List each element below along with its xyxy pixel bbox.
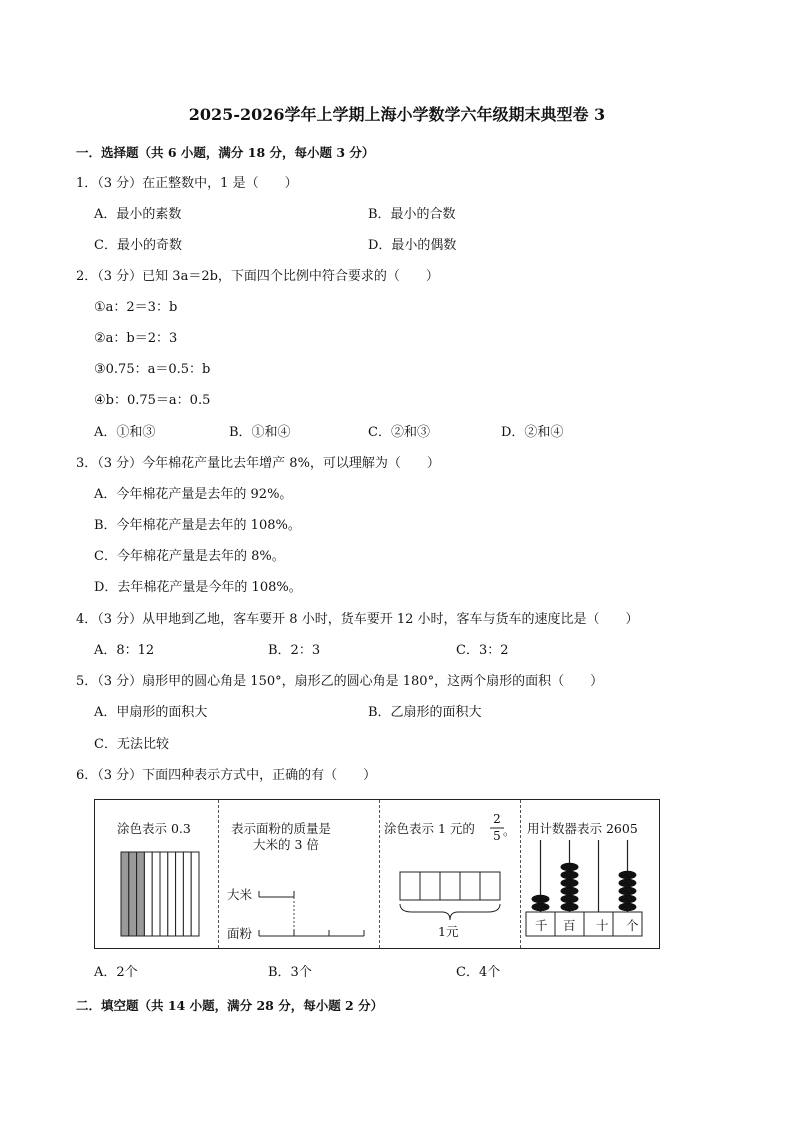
abacus-bead xyxy=(561,879,579,887)
q3-option-c[interactable]: C．今年棉花产量是去年的 8%。 xyxy=(94,549,285,564)
q4-option-c[interactable]: C．3：2 xyxy=(456,643,509,658)
place-label-thousands: 千 xyxy=(535,918,548,933)
bar-cell xyxy=(480,872,500,900)
q6-option-c[interactable]: C．4个 xyxy=(456,965,501,980)
question-1-stem: 1．（3 分）在正整数中，1 是（ ） xyxy=(76,176,298,191)
q6-option-b[interactable]: B．3个 xyxy=(268,965,312,980)
q2-option-a[interactable]: A．①和③ xyxy=(94,425,156,440)
question-5-stem: 5．（3 分）扇形甲的圆心角是 150°，扇形乙的圆心角是 180°，这两个扇形的面积（ ） xyxy=(76,674,604,689)
yuan-bar-graphic xyxy=(380,800,520,948)
q3-option-a[interactable]: A．今年棉花产量是去年的 92%。 xyxy=(94,487,293,502)
strip xyxy=(144,852,152,936)
q6-option-a[interactable]: A．2个 xyxy=(94,965,138,980)
strip xyxy=(137,852,145,936)
abacus-bead xyxy=(532,903,550,911)
q2-item-2: ②a：b＝2：3 xyxy=(94,331,178,346)
q1-option-b[interactable]: B．最小的合数 xyxy=(368,207,456,222)
abacus-bead xyxy=(619,879,637,887)
place-label-tens: 十 xyxy=(596,918,609,933)
place-label-hundreds: 百 xyxy=(563,918,576,933)
q2-item-1: ①a：2＝3：b xyxy=(94,300,178,315)
question-2-stem: 2．（3 分）已知 3a＝2b，下面四个比例中符合要求的（ ） xyxy=(76,269,439,284)
panel2-caption-line1: 表示面粉的质量是 xyxy=(231,821,332,836)
strip xyxy=(129,852,137,936)
q2-option-c[interactable]: C．②和③ xyxy=(368,425,430,440)
strip xyxy=(168,852,176,936)
strip xyxy=(121,852,129,936)
bar-cell xyxy=(440,872,460,900)
abacus-bead xyxy=(619,871,637,879)
panel2-caption-line2: 大米的 3 倍 xyxy=(253,837,319,852)
flour-label: 面粉 xyxy=(227,926,253,941)
q4-option-a[interactable]: A．8：12 xyxy=(94,643,155,658)
panel-shaded-grid xyxy=(95,800,218,948)
fraction-denominator: 5 xyxy=(493,829,501,843)
q3-option-d[interactable]: D．去年棉花产量是今年的 108%。 xyxy=(94,580,302,595)
bar-cell xyxy=(400,872,420,900)
panel-abacus xyxy=(521,800,659,948)
panel1-caption: 涂色表示 0.3 xyxy=(117,821,191,836)
abacus-bead xyxy=(561,903,579,911)
q5-option-b[interactable]: B．乙扇形的面积大 xyxy=(368,705,482,720)
panel4-caption: 用计数器表示 2605 xyxy=(527,821,638,836)
q2-item-3: ③0.75：a＝0.5：b xyxy=(94,362,211,377)
page-title: 2025-2026学年上学期上海小学数学六年级期末典型卷 3 xyxy=(188,105,606,124)
brace xyxy=(400,904,500,920)
abacus-bead xyxy=(619,903,637,911)
q1-option-c[interactable]: C．最小的奇数 xyxy=(94,238,182,253)
strip xyxy=(183,852,191,936)
bar-cell xyxy=(420,872,440,900)
q2-option-b[interactable]: B．①和④ xyxy=(229,425,291,440)
strip xyxy=(191,852,199,936)
q5-option-c[interactable]: C．无法比较 xyxy=(94,737,169,752)
section-heading-fill: 二．填空题（共 14 小题，满分 28 分，每小题 2 分） xyxy=(76,998,384,1013)
strip xyxy=(152,852,160,936)
abacus-bead xyxy=(619,895,637,903)
place-label-ones: 个 xyxy=(626,918,639,933)
strip xyxy=(160,852,168,936)
brace-label: 1元 xyxy=(438,924,459,939)
abacus-bead xyxy=(532,895,550,903)
question-4-stem: 4．（3 分）从甲地到乙地，客车要开 8 小时，货车要开 12 小时，客车与货车的速度比是（ ） xyxy=(76,612,639,627)
abacus-bead xyxy=(561,863,579,871)
abacus-bead xyxy=(561,895,579,903)
q5-option-a[interactable]: A．甲扇形的面积大 xyxy=(94,705,208,720)
panel3-caption: 涂色表示 1 元的 xyxy=(384,821,475,836)
shaded-strips-graphic xyxy=(95,800,218,948)
panel-yuan-fraction xyxy=(380,800,520,948)
q3-option-b[interactable]: B．今年棉花产量是去年的 108%。 xyxy=(94,518,301,533)
q1-option-a[interactable]: A．最小的素数 xyxy=(94,207,182,222)
q6-figure xyxy=(94,799,660,949)
rice-label: 大米 xyxy=(227,887,253,902)
fraction-suffix: 。 xyxy=(503,823,516,838)
abacus-bead xyxy=(561,887,579,895)
q2-item-4: ④b：0.75＝a：0.5 xyxy=(94,393,211,408)
question-3-stem: 3．（3 分）今年棉花产量比去年增产 8%，可以理解为（ ） xyxy=(76,456,440,471)
strip xyxy=(176,852,184,936)
fraction-numerator: 2 xyxy=(493,812,501,826)
abacus-bead xyxy=(619,887,637,895)
q2-option-d[interactable]: D．②和④ xyxy=(501,425,564,440)
panel-line-segments xyxy=(219,800,379,948)
q1-option-d[interactable]: D．最小的偶数 xyxy=(368,238,457,253)
abacus-bead xyxy=(561,871,579,879)
section-heading-choice: 一．选择题（共 6 小题，满分 18 分，每小题 3 分） xyxy=(76,145,375,160)
question-6-stem: 6．（3 分）下面四种表示方式中，正确的有（ ） xyxy=(76,768,377,783)
q4-option-b[interactable]: B．2：3 xyxy=(268,643,321,658)
segment-diagram xyxy=(219,800,379,948)
bar-cell xyxy=(460,872,480,900)
